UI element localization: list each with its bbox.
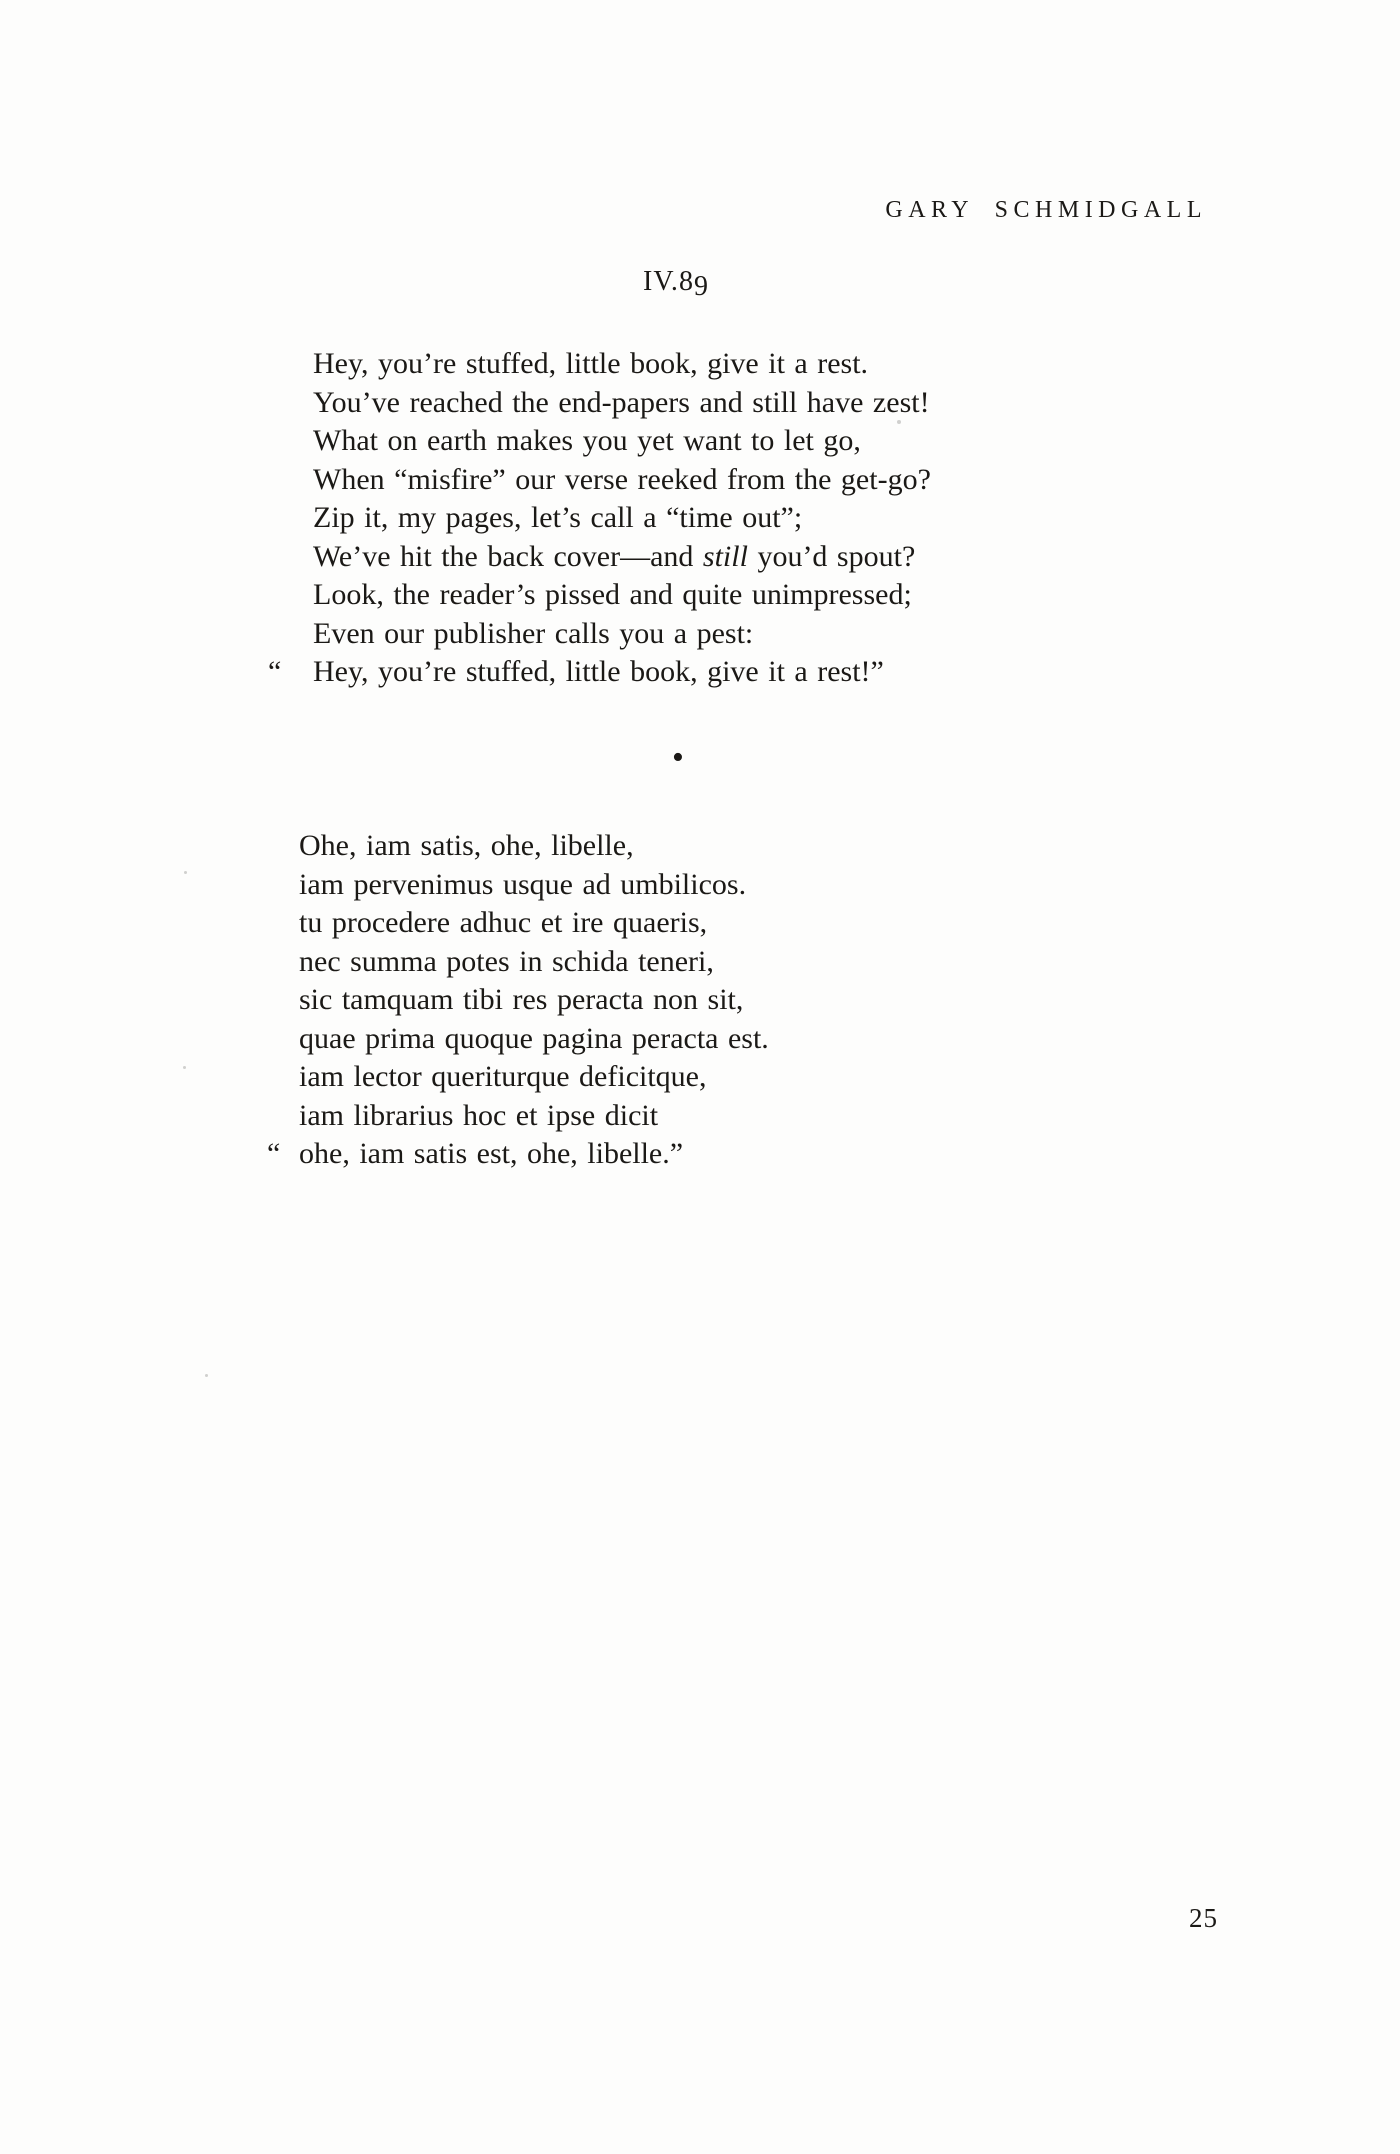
paper-speck [183, 1066, 186, 1069]
poem-title-digit-oldstyle: 9 [693, 271, 709, 302]
running-header-author: GARY SCHMIDGALL [885, 197, 1207, 223]
poem-line [299, 827, 769, 866]
poem-line [299, 1097, 769, 1136]
paper-speck [184, 871, 187, 874]
latin-original-stanza [267, 827, 769, 1174]
poem-line [299, 981, 769, 1020]
poem-segment: What on earth makes you yet want to let go, [313, 424, 861, 457]
poem-segment: Even our publisher calls you a pest: [313, 616, 754, 650]
stanza-separator-bullet: • [672, 739, 684, 776]
hanging-quote: “ [267, 1137, 281, 1170]
poem-segment: Hey, you’re stuffed, little book, give it a rest!” [313, 655, 884, 688]
poem-line [267, 1135, 769, 1174]
poem-line [299, 1058, 769, 1097]
poem-line [313, 345, 931, 384]
poem-line [313, 499, 931, 538]
poem-segment: ohe, iam satis est, ohe, libelle.” [299, 1137, 684, 1170]
poem-line [313, 615, 931, 654]
poem-title [643, 266, 709, 302]
poem-segment: When “misfire” our verse reeked from the get-go? [313, 462, 931, 496]
poem-segment: iam lector queriturque deficitque, [299, 1060, 707, 1093]
poem-title-digit: 8 [678, 266, 694, 297]
paper-speck [897, 420, 901, 424]
paper-speck [205, 1374, 208, 1377]
poem-line [313, 422, 931, 461]
poem-segment: quae prima quoque pagina peracta est. [299, 1021, 769, 1055]
poem-line [299, 1020, 769, 1059]
poem-segment: nec summa potes in schida teneri, [299, 944, 714, 978]
poem-segment: Hey, you’re stuffed, little book, give it a rest. [313, 347, 869, 380]
poem-title-roman: IV. [643, 266, 679, 297]
poem-segment: iam pervenimus usque ad umbilicos. [299, 867, 747, 901]
poem-segment: tu procedere adhuc et ire quaeris, [299, 906, 708, 939]
page-number: 25 [1189, 1903, 1218, 1933]
poem-line [313, 384, 931, 423]
poem-segment: you’d spout? [747, 539, 916, 573]
hanging-quote: “ [268, 655, 282, 688]
poem-line [268, 653, 931, 692]
poem-line [299, 904, 769, 943]
poem-line [313, 576, 931, 615]
poem-line [313, 461, 931, 500]
poem-segment: sic tamquam tibi res peracta non sit, [299, 983, 744, 1016]
poem-line [313, 538, 931, 577]
poem-segment-italic: still [702, 539, 748, 573]
poem-segment: We’ve hit the back cover—and [313, 539, 703, 573]
poem-segment: iam librarius hoc et ipse dicit [299, 1098, 659, 1132]
poem-segment: Ohe, iam satis, ohe, libelle, [299, 829, 634, 862]
poem-line [299, 866, 769, 905]
english-translation-stanza [268, 345, 931, 692]
poem-line [299, 943, 769, 982]
poem-segment: Look, the reader’s pissed and quite unimpressed; [313, 578, 912, 611]
poem-segment: Zip it, my pages, let’s call a “time out”; [313, 501, 803, 534]
poem-segment: You’ve reached the end-papers and still have zest! [313, 385, 930, 419]
